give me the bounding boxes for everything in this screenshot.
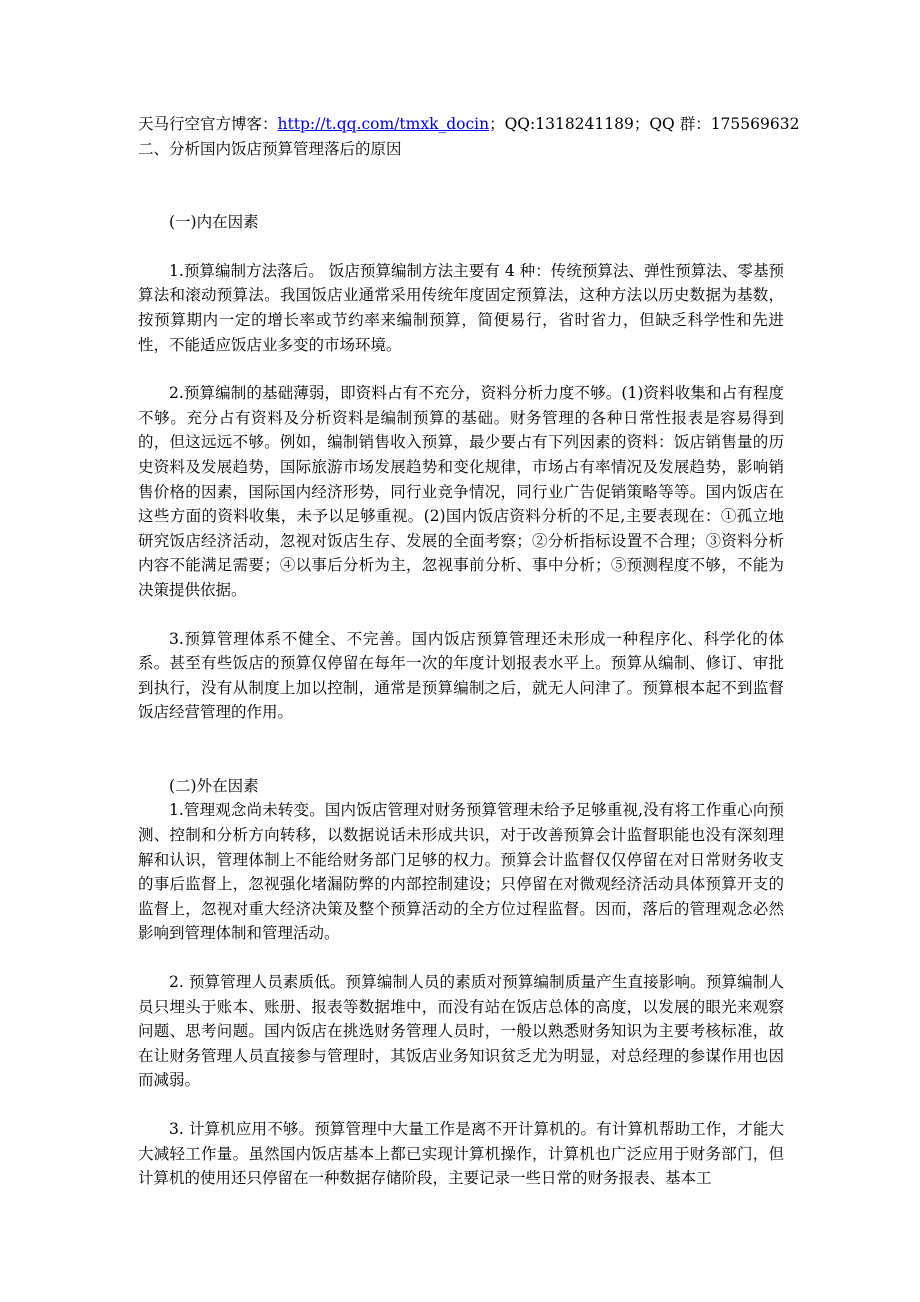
spacer xyxy=(138,603,784,627)
blog-label: 天马行空官方博客： xyxy=(138,115,278,133)
internal-paragraph-3: 3.预算管理体系不健全、不完善。国内饭店预算管理还未形成一种程序化、科学化的体系。甚至有些饭店的预算仅停留在每年一次的年度计划报表水平上。预算从编制、修订、审批到执行，没有从制度上加以控制，通常是预算编制之后，就无人问津了。预算根本起不到监督饭店经营管理的作用。 xyxy=(138,629,784,722)
spacer xyxy=(138,1093,784,1117)
document-page xyxy=(138,112,800,1191)
spacer xyxy=(138,946,784,970)
blog-link[interactable]: http://t.qq.com/tmxk_docin xyxy=(277,115,490,133)
internal-factors-heading: (一)内在因素 xyxy=(169,213,259,232)
spacer xyxy=(138,357,784,381)
spacer xyxy=(138,725,784,774)
internal-paragraph-2: 2.预算编制的基础薄弱，即资料占有不充分，资料分析力度不够。(1)资料收集和占有程度不够。充分占有资料及分析资料是编制预算的基础。财务管理的各种日常性报表是容易得到的，但这远远不够。例如，编制销售收入预算，最少要占有下列因素的资料：饭店销售量的历史资料及发展趋势，国际旅游市场发展趋势和变化规律，市场占有率情况及发展趋势，影响销售价格的因素，国际国内经济形势，同行业竞争情况，同行业广告促销策略等等。国内饭店在这些方面的资料收集，未予以足够重视。(2)国内饭店资料分析的不足,主要表现在：①孤立地研究饭店经济活动，忽视对饭店生存、发展的全面考察；②分析指标设置不合理；③资料分析内容不能满足需要；④以事后分析为主，忽视事前分析、事中分析；⑤预测程度不够，不能为决策提供依据。 xyxy=(138,384,784,599)
external-paragraph-2: 2. 预算管理人员素质低。预算编制人员的素质对预算编制质量产生直接影响。预算编制人员只埋头于账本、账册、报表等数据堆中，而没有站在饭店总体的高度，以发展的眼光来观察问题、思考问题。国内饭店在挑选财务管理人员时，一般以熟悉财务知识为主要考核标准，故在让财务管理人员直接参与管理时，其饭店业务知识贫乏尤为明显，对总经理的参谋作用也因而减弱。 xyxy=(138,973,784,1090)
external-factors-heading: (二)外在因素 xyxy=(169,776,259,795)
header-line xyxy=(138,112,800,137)
section-title: 二、分析国内饭店预算管理落后的原因 xyxy=(138,139,402,158)
external-paragraph-3: 3. 计算机应用不够。预算管理中大量工作是离不开计算机的。有计算机帮助工作，才能大大减轻工作量。虽然国内饭店基本上都已实现计算机操作，计算机也广泛应用于财务部门，但计算机的使用还只停留在一种数据存储阶段，主要记录一些日常的财务报表、基本工 xyxy=(138,1120,784,1188)
spacer xyxy=(138,161,784,210)
internal-paragraph-1: 1.预算编制方法落后。 饭店预算编制方法主要有 4 种：传统预算法、弹性预算法、零基预算法和滚动预算法。我国饭店业通常采用传统年度固定预算法，这种方法以历史数据为基数，按预算期内一定的增长率或节约率来编制预算，简便易行，省时省力，但缺乏科学性和先进性，不能适应饭店业多变的市场环境。 xyxy=(138,261,784,354)
spacer xyxy=(138,235,784,259)
qq-info: ；QQ:1318241189；QQ 群：175569632 xyxy=(489,115,800,133)
external-paragraph-1: 1.管理观念尚未转变。国内饭店管理对财务预算管理未给予足够重视,没有将工作重心向预测、控制和分析方向转移，以数据说话未形成共识，对于改善预算会计监督职能也没有深刻理解和认识，管理体制上不能给财务部门足够的权力。预算会计监督仅仅停留在对日常财务收支的事后监督上，忽视强化堵漏防弊的内部控制建设；只停留在对微观经济活动具体预算开支的监督上，忽视对重大经济决策及整个预算活动的全方位过程监督。因而，落后的管理观念必然影响到管理体制和管理活动。 xyxy=(138,801,784,943)
